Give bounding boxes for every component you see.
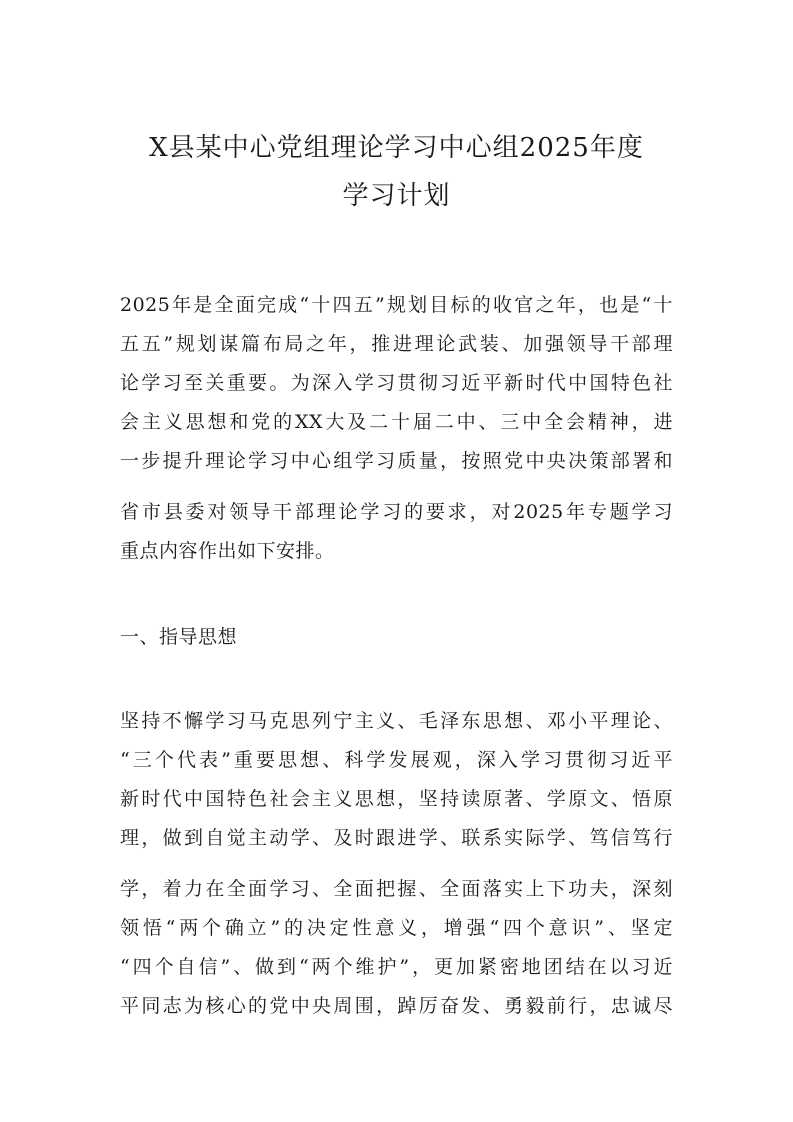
body-line: “三个代表”重要思想、科学发展观，深入学习贯彻习近平 [120,749,673,771]
body-line: 新时代中国特色社会主义思想，坚持读原著、学原文、悟原 [120,788,673,810]
body-line: 坚持不懈学习马克思列宁主义、毛泽东思想、邓小平理论、 [120,710,673,732]
intro-line: 论学习至关重要。为深入学习贯彻习近平新时代中国特色社 [120,372,673,394]
intro-line: 五五”规划谋篇布局之年，推进理论武装、加强领导干部理 [120,333,673,355]
body-line: 理，做到自觉主动学、及时跟进学、联系实际学、笃信笃行 [120,827,673,849]
body-line: “四个自信”、做到“两个维护”，更加紧密地团结在以习近 [120,956,673,978]
intro-line: 会主义思想和党的XX大及二十届二中、三中全会精神，进 [120,411,673,433]
document-title-line-1: X县某中心党组理论学习中心组2025年度 [149,133,644,163]
body-line: 领悟“两个确立”的决定性意义，增强“四个意识”、坚定 [120,917,673,939]
body-line: 平同志为核心的党中央周围，踔厉奋发、勇毅前行，忠诚尽 [120,995,673,1017]
intro-line: 重点内容作出如下安排。 [120,540,335,562]
document-title-line-2: 学习计划 [342,181,451,211]
body-line: 学，着力在全面学习、全面把握、全面落实上下功夫，深刻 [120,878,673,900]
intro-line: 2025年是全面完成“十四五”规划目标的收官之年，也是“十 [120,294,673,316]
section-heading: 一、指导思想 [120,626,238,648]
intro-line: 一步提升理论学习中心组学习质量，按照党中央决策部署和 [120,450,673,472]
intro-line: 省市县委对领导干部理论学习的要求，对2025年专题学习 [120,501,673,523]
